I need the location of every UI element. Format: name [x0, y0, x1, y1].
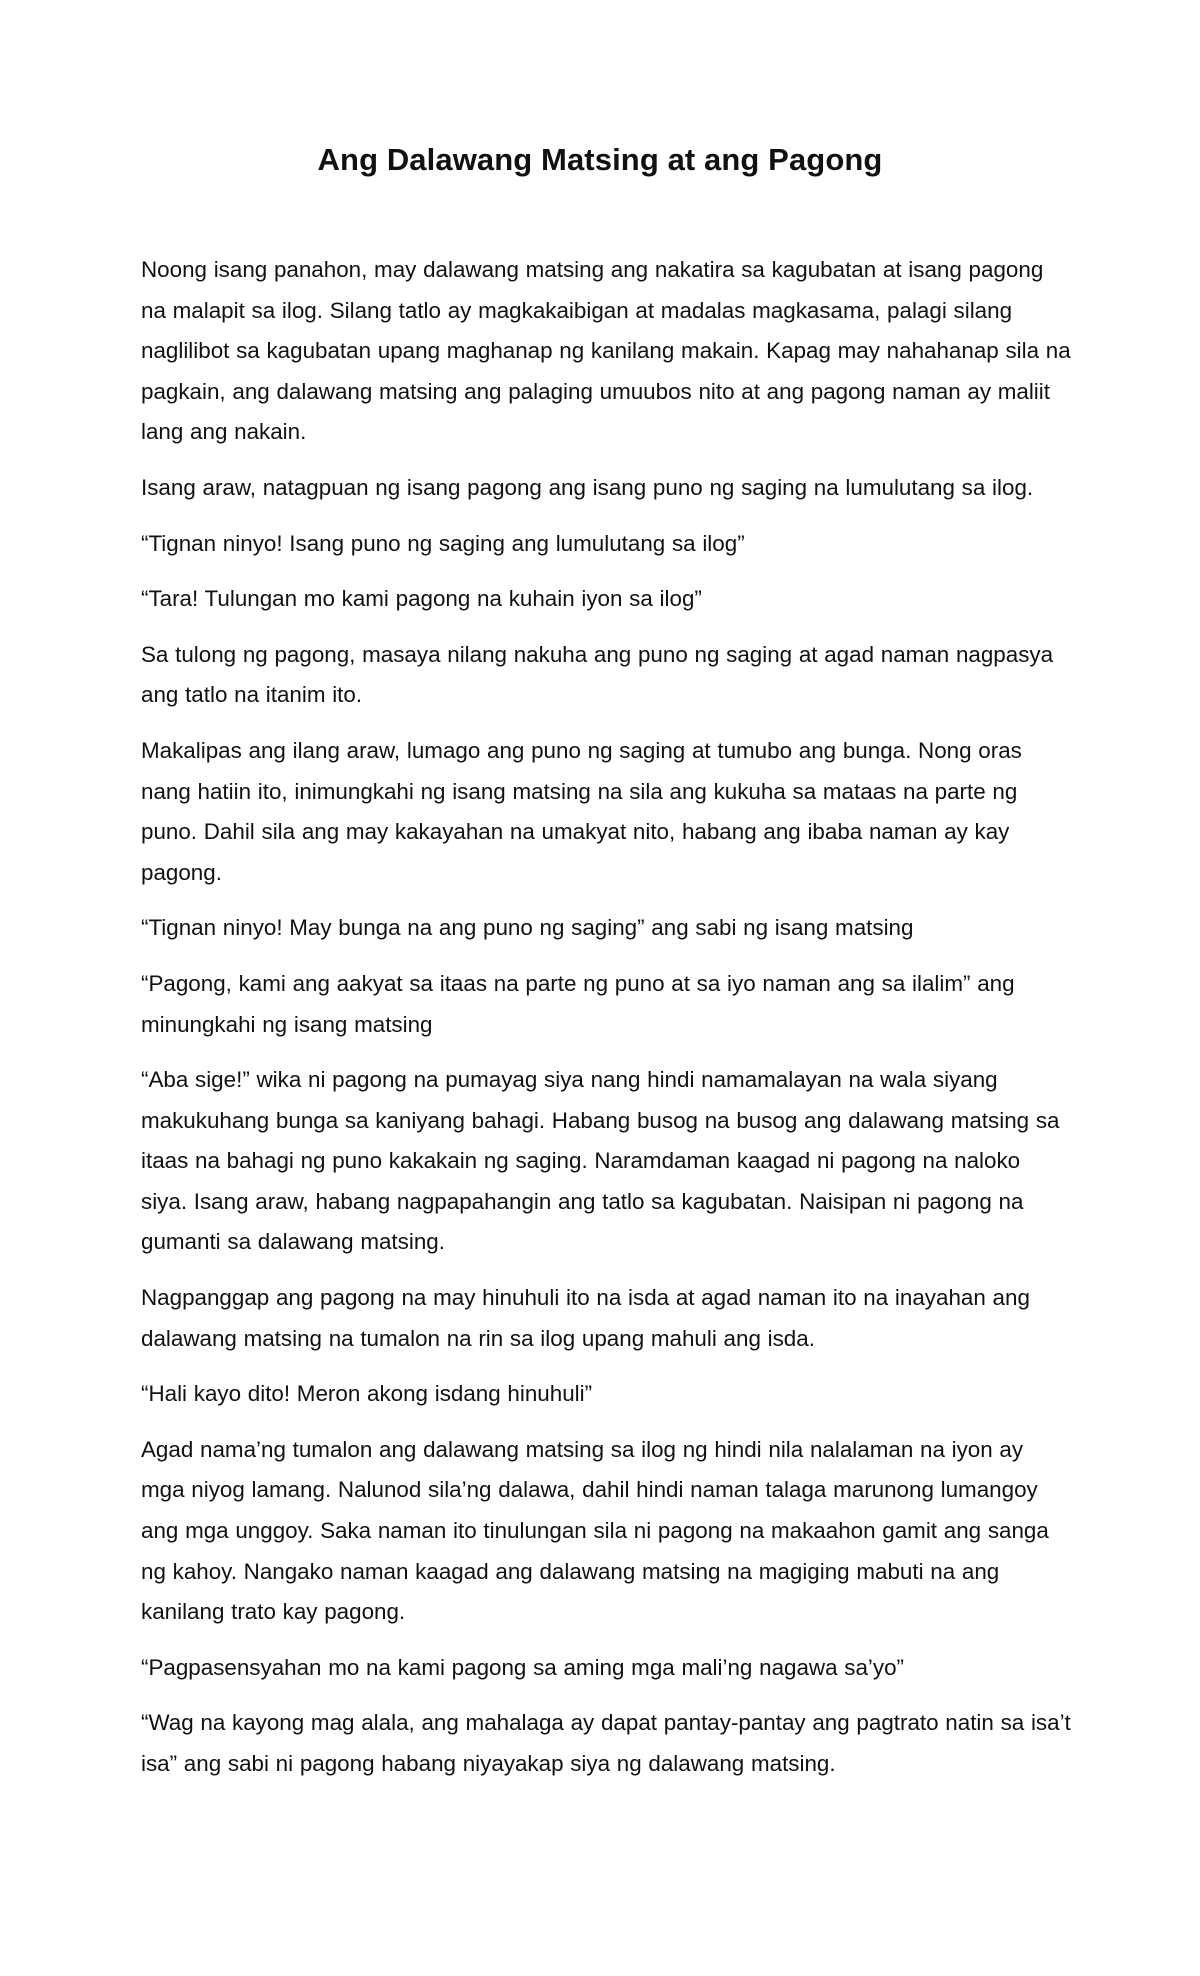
dialogue-paragraph: “Tara! Tulungan mo kami pagong na kuhain iyon sa ilog”: [141, 586, 702, 612]
dialogue-paragraph: “Tignan ninyo! Isang puno ng saging ang lumulutang sa ilog”: [141, 530, 745, 556]
story-body: [141, 250, 1071, 1800]
dialogue-paragraph: “Wag na kayong mag alala, ang mahalaga ay dapat pantay-pantay ang pagtrato natin sa isa’t isa” ang sabi ni pagong habang niyayakap siya ng dalawang matsing.: [141, 1710, 1071, 1776]
story-paragraph: Nagpanggap ang pagong na may hinuhuli ito na isda at agad naman ito na inayahan ang dalawang matsing na tumalon na rin sa ilog upang mahuli ang isda.: [141, 1285, 1030, 1351]
story-paragraph: Noong isang panahon, may dalawang matsing ang nakatira sa kagubatan at isang pagong na malapit sa ilog. Silang tatlo ay magkakaibigan at madalas magkasama, palagi silang naglilibot sa kagubatan upang maghanap ng kanilang makain. Kapag may nahahanap sila na pagkain, ang dalawang matsing ang palaging umuubos nito at ang pagong naman ay maliit lang ang nakain.: [141, 257, 1071, 445]
story-paragraph: Sa tulong ng pagong, masaya nilang nakuha ang puno ng saging at agad naman nagpasya ang tatlo na itanim ito.: [141, 641, 1054, 708]
dialogue-paragraph: “Tignan ninyo! May bunga na ang puno ng saging” ang sabi ng isang matsing: [141, 915, 914, 941]
story-paragraph: Agad nama’ng tumalon ang dalawang matsing sa ilog ng hindi nila nalalaman na iyon ay mga niyog lamang. Nalunod sila’ng dalawa, dahil hindi naman talaga marunong lumangoy ang mga unggoy. Saka naman ito tinulungan sila ni pagong na makaahon gamit ang sanga ng kahoy. Nangako naman kaagad ang dalawang matsing na magiging mabuti na ang kanilang trato kay pagong.: [141, 1436, 1049, 1625]
dialogue-paragraph: “Pagong, kami ang aakyat sa itaas na parte ng puno at sa iyo naman ang sa ilalim” ang minungkahi ng isang matsing: [141, 970, 1015, 1037]
story-paragraph: “Aba sige!” wika ni pagong na pumayag siya nang hindi namamalayan na wala siyang makukuhang bunga sa kaniyang bahagi. Habang busog na busog ang dalawang matsing sa itaas na bahagi ng puno kakakain ng saging. Naramdaman kaagad ni pagong na naloko siya. Isang araw, habang nagpapahangin ang tatlo sa kagubatan. Naisipan ni pagong na gumanti sa dalawang matsing.: [141, 1067, 1060, 1255]
story-paragraph: Isang araw, natagpuan ng isang pagong ang isang puno ng saging na lumulutang sa ilog.: [141, 474, 1034, 500]
dialogue-paragraph: “Pagpasensyahan mo na kami pagong sa aming mga mali’ng nagawa sa’yo”: [141, 1654, 904, 1680]
document-title: Ang Dalawang Matsing at ang Pagong: [317, 142, 883, 177]
dialogue-paragraph: “Hali kayo dito! Meron akong isdang hinuhuli”: [141, 1381, 593, 1407]
story-paragraph: Makalipas ang ilang araw, lumago ang puno ng saging at tumubo ang bunga. Nong oras nang hatiin ito, inimungkahi ng isang matsing na sila ang kukuha sa mataas na parte ng puno. Dahil sila ang may kakayahan na umakyat nito, habang ang ibaba naman ay kay pagong.: [141, 737, 1022, 885]
